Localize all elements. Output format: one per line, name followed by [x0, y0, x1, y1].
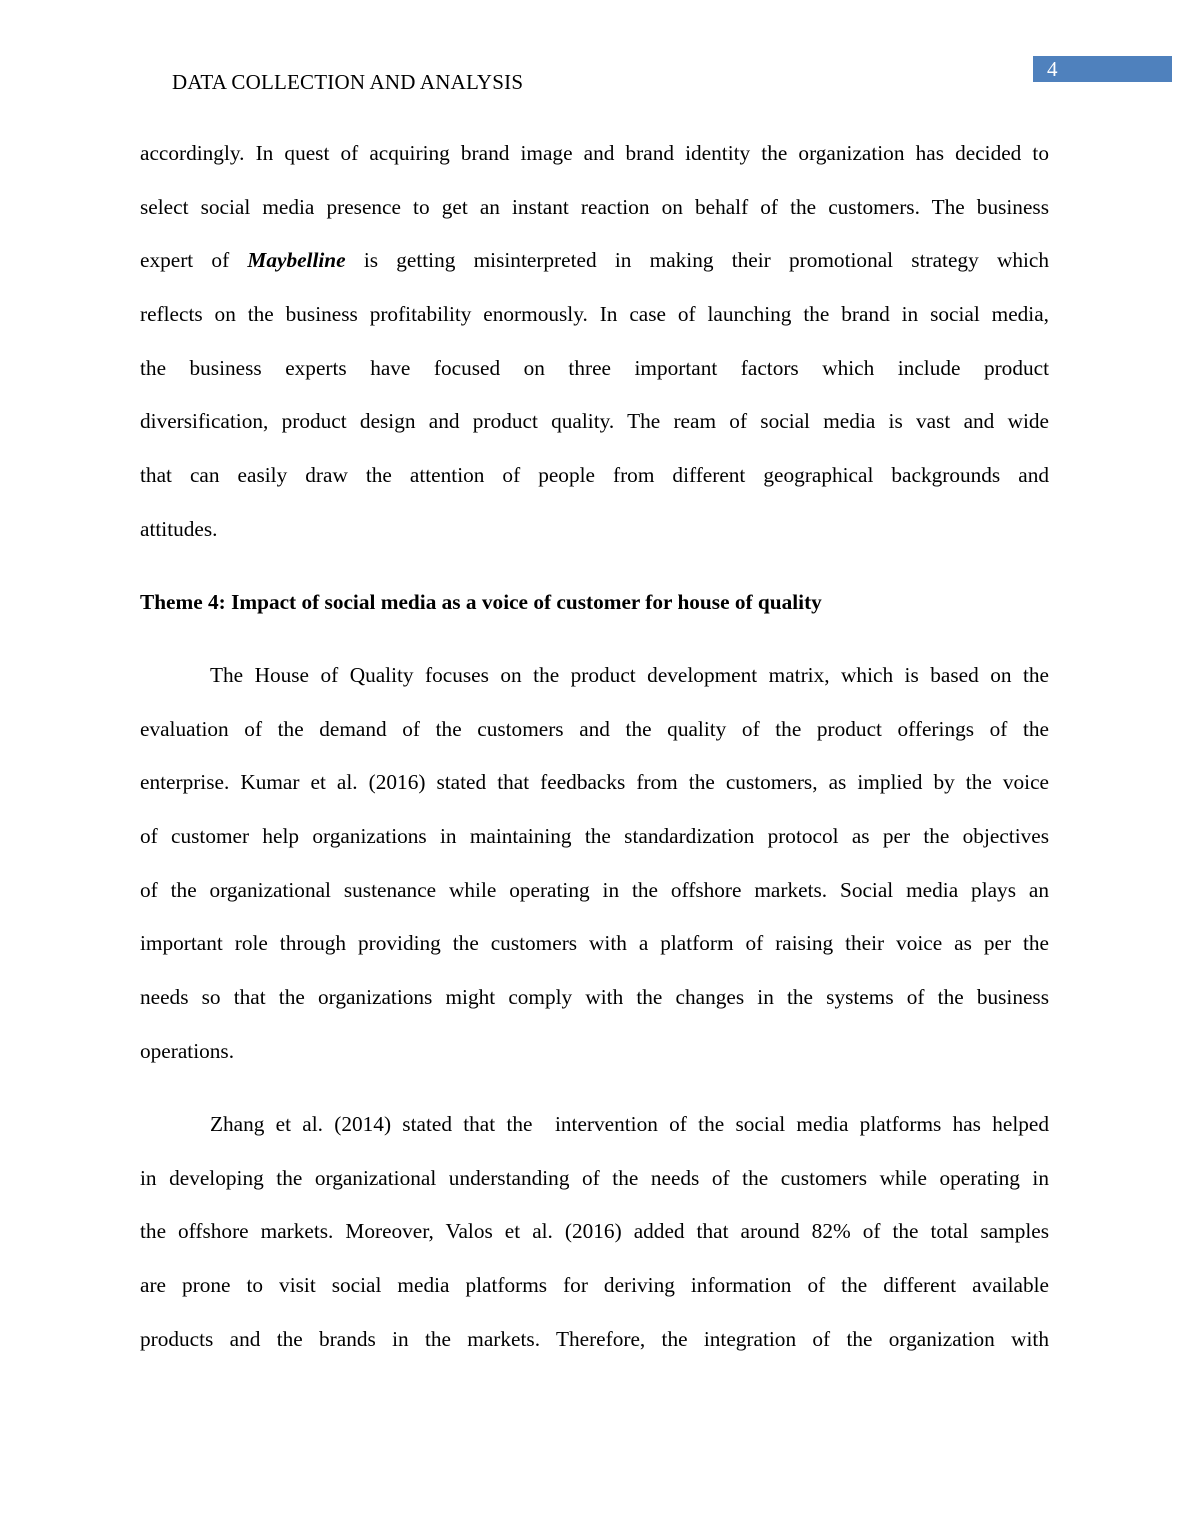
paragraph-2 [140, 649, 1049, 1079]
text-line: are prone to visit social media platforms for deriving information of the different available [140, 1273, 1049, 1298]
text-line: The House of Quality focuses on the product development matrix, which is based on the [210, 663, 1049, 687]
text-line: that can easily draw the attention of people from different geographical backgrounds and [140, 463, 1049, 488]
text-line: enterprise. Kumar et al. (2016) stated that feedbacks from the customers, as implied by the voice [140, 770, 1049, 795]
paragraph-1 [140, 127, 1049, 557]
text-line: products and the brands in the markets. Therefore, the integration of the organization with [140, 1326, 1049, 1351]
text-line: in developing the organizational understanding of the needs of the customers while operating in [140, 1165, 1049, 1190]
text-line: of customer help organizations in maintaining the standardization protocol as per the objectives [140, 824, 1049, 849]
text-line: reflects on the business profitability enormously. In case of launching the brand in social media, [140, 302, 1049, 327]
text-line: diversification, product design and product quality. The ream of social media is vast and wide [140, 409, 1049, 434]
heading-text: Theme 4: Impact of social media as a voice of customer for house of quality [140, 590, 822, 614]
text-line: needs so that the organizations might comply with the changes in the systems of the business [140, 985, 1049, 1010]
text-line: accordingly. In quest of acquiring brand image and brand identity the organization has decided to [140, 141, 1049, 165]
text-line: important role through providing the customers with a platform of raising their voice as per the [140, 931, 1049, 956]
text-line: the business experts have focused on three important factors which include product [140, 355, 1049, 380]
text-line: of the organizational sustenance while operating in the offshore markets. Social media plays an [140, 877, 1049, 902]
section-heading [140, 576, 1049, 630]
header-title: DATA COLLECTION AND ANALYSIS [172, 70, 524, 94]
text-line [140, 234, 1049, 288]
paragraph-3 [140, 1098, 1049, 1366]
text-line: operations. [140, 1038, 235, 1063]
brand-name-emphasis: Maybelline [247, 248, 346, 273]
page-number: 4 [1047, 57, 1058, 81]
text-line: the offshore markets. Moreover, Valos et al. (2016) added that around 82% of the total samples [140, 1219, 1049, 1244]
text-line: Zhang et al. (2014) stated that the intervention of the social media platforms has helped [210, 1112, 1049, 1136]
text-line: evaluation of the demand of the customers and the quality of the product offerings of the [140, 716, 1049, 741]
text-segment: is getting misinterpreted in making their promotional strategy which [345, 248, 1049, 273]
text-line: attitudes. [140, 516, 218, 541]
text-segment: expert of [140, 248, 248, 273]
page-number-badge [1033, 56, 1172, 82]
text-line: select social media presence to get an instant reaction on behalf of the customers. The business [140, 194, 1049, 219]
